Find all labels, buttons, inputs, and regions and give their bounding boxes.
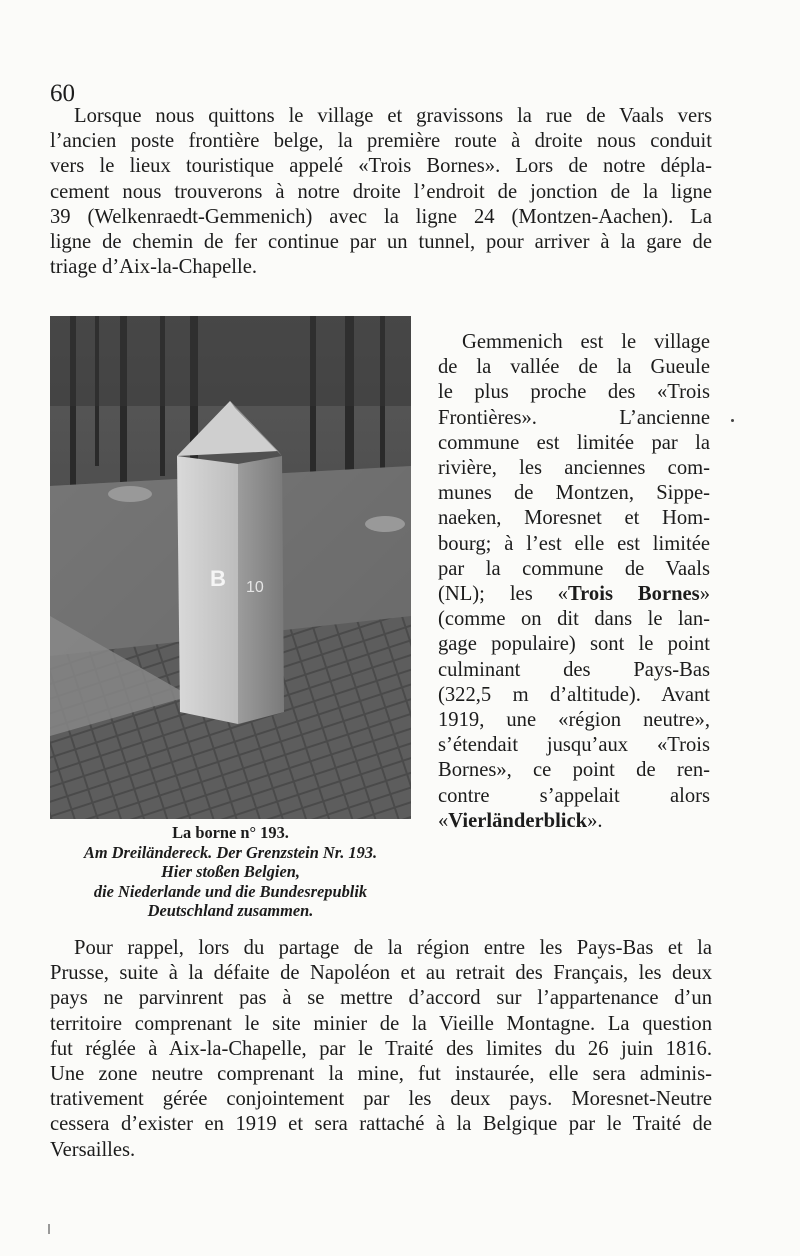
text-line: (comme on dit dans le lan- xyxy=(438,608,710,631)
text-line: Pour rappel, lors du partage de la région entre les Pays-Bas et la xyxy=(74,937,712,959)
text-fragment: ». xyxy=(587,809,603,832)
text-line: Frontières». L’ancienne xyxy=(438,406,710,429)
text-line xyxy=(438,582,710,607)
text-line: s’étendait jusqu’aux «Trois xyxy=(438,734,710,757)
text-line: cement nous trouverons à notre droite l’endroit de jonction de la ligne xyxy=(50,180,712,203)
text-line: rivière, les anciennes com- xyxy=(438,457,710,480)
text-line: gage populaire) sont le point xyxy=(438,633,710,656)
text-line: bourg; à l’est elle est limitée xyxy=(438,532,710,555)
text-fragment: » xyxy=(699,583,710,606)
caption-line: die Niederlande und die Bundesrepublik xyxy=(93,881,368,901)
margin-dot xyxy=(731,419,734,422)
margin-mark xyxy=(48,1224,50,1234)
text-line: pays ne parvinrent pas à se mettre d’accord sur l’appartenance d’un xyxy=(50,987,712,1010)
text-line: 39 (Welkenraedt-Gemmenich) avec la ligne 24 (Montzen-Aachen). La xyxy=(50,205,712,228)
text-line: fut réglée à Aix-la-Chapelle, par le Traité des limites du 26 juin 1816. xyxy=(50,1037,712,1060)
caption-line: Deutschland zusammen. xyxy=(147,901,314,920)
text-fragment: (NL); les « xyxy=(438,583,568,606)
text-line xyxy=(438,809,710,834)
text-line: cessera d’exister en 1919 et sera rattaché à la Belgique par le Traité de xyxy=(50,1113,712,1136)
bold-term-trois-bornes: Trois Bornes xyxy=(567,583,700,606)
text-line: Bornes», ce point de ren- xyxy=(438,759,710,782)
text-line: ligne de chemin de fer continue par un tunnel, pour arriver à la gare de xyxy=(50,231,712,254)
paragraph-intro xyxy=(50,104,712,280)
photo-caption xyxy=(50,823,411,921)
text-line: Une zone neutre comprenant la mine, fut instaurée, elle sera adminis- xyxy=(50,1063,712,1086)
text-line: le plus proche des «Trois xyxy=(438,381,710,404)
text-line: triage d’Aix-la-Chapelle. xyxy=(50,256,257,279)
text-line: contre s’appelait alors xyxy=(438,784,710,807)
text-line: vers le lieux touristique appelé «Trois Bornes». Lors de notre dépla- xyxy=(50,155,712,178)
text-line: (322,5 m d’altitude). Avant xyxy=(438,683,710,706)
paragraph-history xyxy=(50,936,712,1163)
stone-letter: B xyxy=(210,566,226,591)
text-line: Gemmenich est le village xyxy=(462,331,710,353)
paragraph-gemmenich xyxy=(438,330,710,834)
text-line: Versailles. xyxy=(50,1138,136,1161)
page-number: 60 xyxy=(50,80,75,107)
stone-number: 10 xyxy=(246,579,264,596)
text-line: commune est limitée par la xyxy=(438,431,710,454)
text-line: Prusse, suite à la défaite de Napoléon et au retrait des Français, les deux xyxy=(50,962,712,985)
caption-line: Hier stoßen Belgien, xyxy=(161,862,300,881)
text-line: 1919, une «région neutre», xyxy=(438,709,710,732)
text-line: territoire comprenant le site minier de la Vieille Montagne. La question xyxy=(50,1012,712,1035)
caption-title: La borne n° 193. xyxy=(172,823,289,842)
text-line: par la commune de Vaals xyxy=(438,557,710,580)
text-line: trativement gérée conjointement par les deux pays. Moresnet-Neutre xyxy=(50,1088,712,1111)
bold-term-vierlanderblick: Vierländerblick xyxy=(448,809,588,832)
text-line: naeken, Moresnet et Hom- xyxy=(438,507,710,530)
text-fragment: « xyxy=(438,809,449,832)
boundary-stone-photo xyxy=(50,316,411,819)
text-line: culminant des Pays-Bas xyxy=(438,658,710,681)
text-line: Lorsque nous quittons le village et gravissons la rue de Vaals vers xyxy=(74,105,712,127)
text-line: l’ancien poste frontière belge, la première route à droite nous conduit xyxy=(50,130,712,153)
caption-line: Am Dreiländereck. Der Grenzstein Nr. 193. xyxy=(83,842,378,862)
text-line: de la vallée de la Gueule xyxy=(438,356,710,379)
text-line: munes de Montzen, Sippe- xyxy=(438,482,710,505)
